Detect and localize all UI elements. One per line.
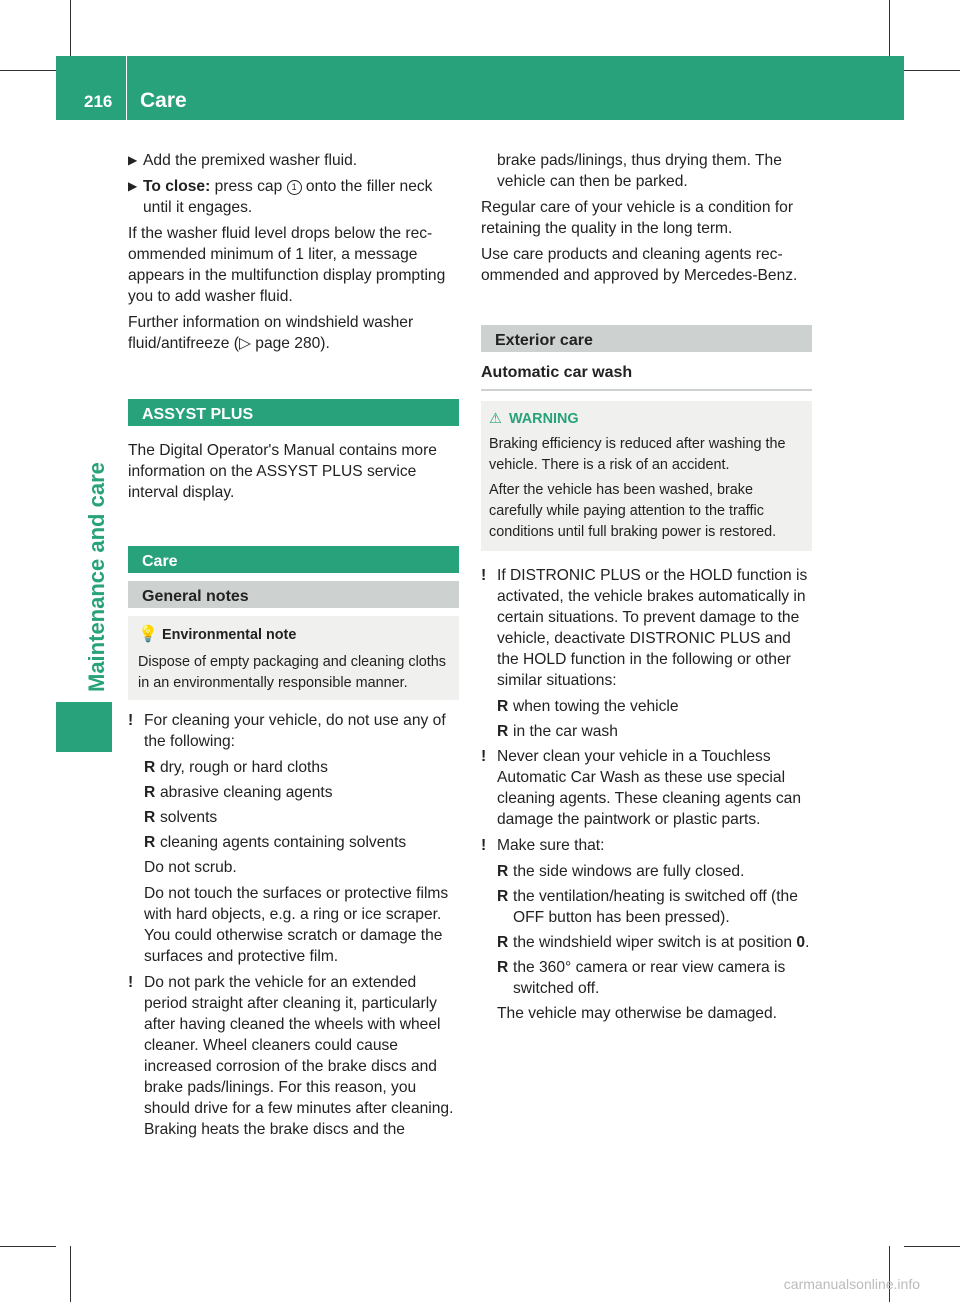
list-item-text: cleaning agents containing solvents	[160, 834, 407, 851]
note-item	[481, 565, 812, 691]
section-heading: ASSYST PLUS	[128, 399, 459, 426]
paragraph: The Digital Operator's Manual contains more information on the ASSYST PLUS service interval display.	[128, 442, 437, 501]
exclamation-icon: !	[481, 748, 487, 765]
note-text: For cleaning your vehicle, do not use any of the following:	[144, 712, 446, 750]
step-item	[128, 176, 459, 218]
note-item	[128, 972, 459, 1140]
exclamation-icon: !	[128, 712, 134, 729]
list-item	[481, 696, 812, 717]
bullet-icon: R	[497, 934, 509, 951]
crop-mark	[70, 1246, 71, 1302]
exclamation-icon: !	[481, 567, 487, 584]
warning-triangle-icon: ⚠	[489, 411, 502, 427]
paragraph: Regular care of your vehicle is a condition for retaining the quality in the long term.	[481, 199, 794, 237]
crop-mark	[904, 70, 960, 71]
list-item-text: the ventilation/heating is switched off (the OFF button has been pressed).	[513, 888, 798, 926]
section-heading: Exterior care	[481, 325, 812, 352]
exclamation-icon: !	[128, 974, 134, 991]
subsection-heading: General notes	[128, 581, 459, 608]
warning-box	[481, 401, 812, 551]
warning-text: Braking efficiency is reduced after washing the vehicle. There is a risk of an accident.	[489, 436, 786, 473]
position-value: 0	[796, 934, 806, 951]
crop-mark	[904, 1246, 960, 1247]
warning-text: After the vehicle has been washed, brake carefully while paying attention to the traffic conditions until full braking power is restored.	[489, 482, 777, 540]
crop-mark	[0, 1246, 56, 1247]
leaf-bulb-icon: 💡	[138, 626, 158, 643]
left-column	[128, 150, 459, 1145]
paragraph: Use care products and cleaning agents recommended and approved by Mercedes-Benz.	[481, 246, 798, 284]
list-item	[481, 861, 812, 882]
env-note-title	[138, 624, 449, 646]
crop-mark	[889, 0, 890, 56]
paragraph: If the washer fluid level drops below the recommended minimum of 1 liter, a message appears in the multifunction display prompting you to add washer fluid.	[128, 225, 446, 305]
arrow-right-icon: ▶	[128, 153, 138, 167]
list-item-text: when towing the vehicle	[513, 698, 679, 715]
side-tab-marker	[56, 702, 112, 752]
list-item	[481, 721, 812, 742]
environmental-note	[128, 616, 459, 700]
warning-title	[489, 409, 804, 430]
list-item-text: in the car wash	[513, 723, 618, 740]
env-title-text: Environmental note	[162, 627, 297, 643]
note-item	[481, 835, 812, 856]
list-item	[128, 757, 459, 778]
paragraph: Further information on windshield washer fluid/antifreeze (▷ page 280).	[128, 314, 414, 352]
exclamation-icon: !	[481, 837, 487, 854]
warning-title-text: WARNING	[509, 411, 579, 427]
note-item	[128, 710, 459, 752]
step-label: To close:	[143, 178, 211, 195]
list-item-text: the windshield wiper switch is at position	[513, 934, 797, 951]
bullet-icon: R	[144, 834, 156, 851]
bullet-icon: R	[497, 959, 509, 976]
list-item	[128, 807, 459, 828]
list-item	[481, 886, 812, 928]
header-divider	[126, 56, 127, 120]
bullet-icon: R	[144, 809, 156, 826]
right-column	[481, 150, 812, 1029]
bullet-icon: R	[497, 723, 509, 740]
step-text: onto the filler neck until it engages.	[143, 178, 433, 216]
note-text: Never clean your vehicle in a Touchless Automatic Car Wash as these use special cleaning agents. These cleaning agents can damage the paintwork or plastic parts.	[497, 748, 802, 828]
crop-mark	[70, 0, 71, 56]
note-text: If DISTRONIC PLUS or the HOLD function is activated, the vehicle brakes automatically in certain situations. To prevent damage to the vehicle, deactivate DISTRONIC PLUS and the HOLD function in the following or other similar situations:	[497, 567, 808, 689]
note-text: Make sure that:	[497, 837, 605, 854]
bullet-icon: R	[144, 759, 156, 776]
crop-mark	[0, 70, 56, 71]
list-item	[128, 782, 459, 803]
paragraph: Do not touch the surfaces or protective films with hard objects, e.g. a ring or ice scraper. You could otherwise scratch or damage the surfaces and protective film.	[144, 885, 449, 965]
note-text: Do not park the vehicle for an extended period straight after cleaning it, particularly after having cleaned the wheels with wheel cleaner. Wheel cleaners could cause increased corrosion of the brake discs and brake pads/linings. For this reason, you should drive for a few minutes after cleaning. Braking heats the brake discs and the	[144, 974, 454, 1138]
list-item	[481, 932, 812, 953]
watermark: carmanualsonline.info	[783, 1276, 920, 1292]
list-item-text: the side windows are fully closed.	[513, 863, 745, 880]
subsection-heading: Automatic car wash	[481, 362, 812, 391]
step-text: press cap	[210, 178, 287, 195]
step-item	[128, 150, 459, 171]
list-item	[128, 832, 459, 853]
list-item	[481, 957, 812, 999]
running-title: Care	[140, 89, 187, 112]
env-note-text: Dispose of empty packaging and cleaning cloths in an environmentally responsible manner.	[138, 654, 446, 691]
crop-mark	[889, 1246, 890, 1302]
page-number: 216	[84, 92, 113, 111]
side-tab-label: Maintenance and care	[84, 462, 109, 692]
bullet-icon: R	[497, 698, 509, 715]
list-item-text: dry, rough or hard cloths	[160, 759, 328, 776]
note-item	[481, 746, 812, 830]
list-item-text: solvents	[160, 809, 218, 826]
bullet-icon: R	[497, 888, 509, 905]
paragraph: The vehicle may otherwise be damaged.	[497, 1005, 777, 1022]
arrow-right-icon: ▶	[128, 179, 138, 193]
callout-number: 1	[287, 180, 302, 195]
list-item-text: the 360° camera or rear view camera is switched off.	[513, 959, 786, 997]
paragraph: brake pads/linings, thus drying them. The vehicle can then be parked.	[497, 152, 782, 190]
paragraph: Do not scrub.	[144, 859, 237, 876]
bullet-icon: R	[144, 784, 156, 801]
list-item-text: .	[805, 934, 810, 951]
step-text: Add the premixed washer fluid.	[143, 152, 358, 169]
section-heading: Care	[128, 546, 459, 573]
bullet-icon: R	[497, 863, 509, 880]
list-item-text: abrasive cleaning agents	[160, 784, 333, 801]
